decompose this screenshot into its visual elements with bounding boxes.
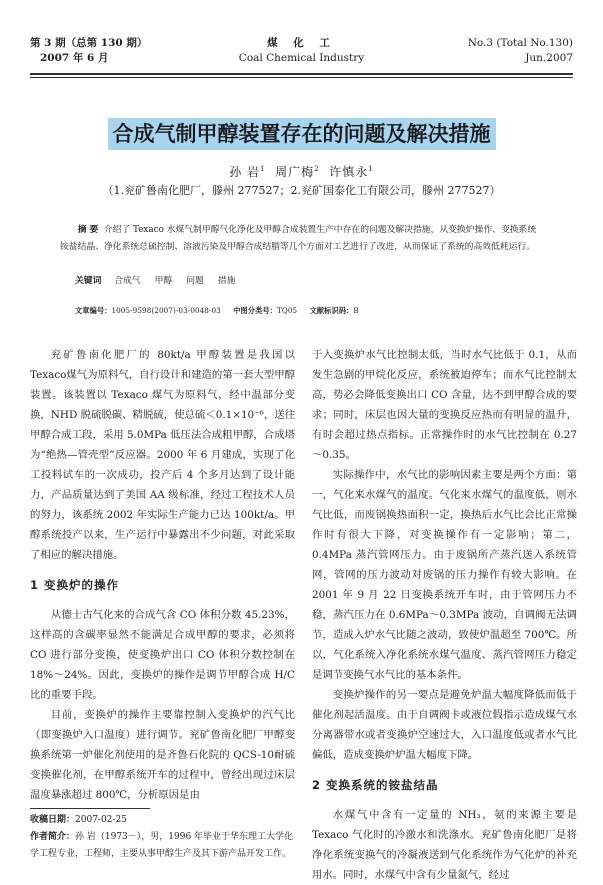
doc-code-label: 文献标识码：: [309, 306, 354, 315]
author-name: 孙 岩: [229, 165, 261, 179]
body-paragraph: 从德士古气化来的合成气含 CO 体积分数 45.23%，这样高的含碳率显然不能满足合成甲醇的要求，必须将 CO 进行部分变换，使变换炉出口 CO 体积分数控制在 18%～24%。因此，变换炉的操作是调节甲醇合成 H/C 比的重要手段。: [30, 609, 295, 701]
keyword: 问题: [186, 276, 204, 286]
footnote: [30, 812, 295, 863]
keyword: 甲醇: [154, 276, 173, 286]
affiliation: （1.兖矿鲁南化肥厂，滕州 277527；2.兖矿国泰化工有限公司，滕州 277527）: [102, 184, 501, 197]
body-paragraph: 兖矿鲁南化肥厂的 80kt/a 甲醇装置是我国以 Texaco煤气为原料气，自行设计和建造的第一套大型甲醇装置。该装置以 Texaco 煤气为原料气，经中温部分变换，NHD 脱硫脱碳、精脱硫，使总硫＜0.1×10⁻⁶，送往甲醇合成工段，采用 5.0MPa 低压法合成粗甲醇，合成塔为“绝热—管壳型”反应器。2000 年 6 月建成，实现了化工投料试车的一次成功，投产后 4 个多月达到了设计能力，产品质量达到了美国 AA 级标准，经过工程技术人员的努力，该系统 2002 年实际生产能力已达 100kt/a。甲醇系统投产以来，生产运行中暴露出不少问题，对此采取了相应的解决措施。: [30, 349, 295, 561]
date-en: Jun.2007: [525, 52, 573, 64]
author-affil-mark: 1: [368, 165, 374, 173]
body-paragraph: 于入变换炉水气比控制太低，当时水气比低于 0.1，从而发生急剧的甲烷化反应，系统被迫停车；而水气比控制太高，势必会降低变换出口 CO 含量，达不到甲醇合成的要求；同时，床层也因大量的变换反应热而有明显的温升，有时会超过热点指标。正常操作时的水气比控制在 0.27～0.35。: [312, 349, 577, 461]
issue-en: No.3 (Total No.130): [467, 37, 573, 49]
abstract: [60, 222, 543, 256]
received-value: 2007-02-25: [75, 815, 127, 825]
header-rule-thin: [30, 77, 573, 78]
keywords-label: 关键词: [75, 276, 102, 286]
author-list: [0, 163, 603, 180]
article-title-text: 合成气制甲醇装置存在的问题及解决措施: [108, 118, 496, 150]
article-title: [0, 118, 603, 148]
keyword: 措施: [217, 276, 236, 286]
class-no-label: 中图分类号：: [233, 306, 277, 315]
journal-name-en: Coal Chemical Industry: [238, 52, 365, 64]
author-affil-mark: 1: [260, 165, 266, 173]
received-label: 收稿日期：: [30, 815, 76, 825]
keywords: [75, 273, 249, 286]
article-no-label: 文章编号：: [75, 306, 112, 315]
right-column: [312, 345, 577, 881]
article-no: 1005-9598(2007)-03-0048-03: [111, 306, 221, 315]
journal-name-cn: 煤 化 工: [267, 37, 336, 49]
issue-cn: 第 3 期（总第 130 期）: [30, 37, 148, 49]
header-issue-en: [468, 36, 573, 66]
body-paragraph: 实际操作中，水气比的影响因素主要是两个方面：第一，气化来水煤气的温度。气化来水煤气的温度低，则水气比低，而废锅换热面积一定，换热后水气比会比正常操作时有很大下降，对变换操作有一定影响；第二，0.4MPa 蒸汽管网压力。由于废锅所产蒸汽送入系统管网，管网的压力波动对废锅的压力操作有较大影响。在 2001 年 9 月 22 日变换系统开车时，由于管网压力不稳，蒸汽压力在 0.6MPa～0.3MPa 波动，自调阀无法调节，造成入炉水气比随之波动，致使炉温超至 700℃。所以，气化系统入净化系统水煤气温度、蒸汽管网压力稳定是调节变换气水气比的基本条件。: [312, 469, 577, 681]
received-date: [30, 812, 295, 829]
author-name: 周广梅: [275, 165, 315, 179]
section-heading: 2 变换系统的铵盐结晶: [312, 778, 439, 792]
running-header: [30, 36, 573, 70]
author-affil-mark: 2: [314, 165, 320, 173]
abstract-text: 介绍了 Texaco 水煤气制甲醇气化净化及甲醇合成装置生产中存在的问题及解决措施，从变换炉操作、变换系统铵盐结晶、净化系统总硫控制、溶液污染及甲醇合成结腊等几个方面对工艺进行了改进，从而保证了系统的高效低耗运行。: [60, 225, 537, 252]
left-column: [30, 345, 295, 805]
author-name: 许慎永: [329, 165, 369, 179]
date-cn: 2007 年 6 月: [40, 52, 109, 64]
doc-code: B: [353, 306, 359, 315]
author-bio-text: 孙 岩（1973－），男，1996 年毕业于华东理工大学化学工程专业，工程师，主要从事甲醇生产及其下游产品开发工作。: [30, 832, 294, 859]
body-paragraph: 水煤气中含有一定量的 NH₃，氨的来源主要是 Texaco 气化时的冷激水和洗涤水。兖矿鲁南化肥厂是将净化系统变换气的冷凝液送到气化系统作为气化炉的补充用水。同时，水煤气中含有少量氮气，经过: [312, 809, 577, 881]
author-bio-label: 作者简介：: [30, 832, 76, 842]
body-paragraph: 变换炉操作的另一要点是避免炉温大幅度降低而低于催化剂起活温度。由于自调阀卡或液位假指示造成煤气水分离器带水或者变换炉空速过大，入口温度低或者水气比偏低，造成变换炉炉温大幅度下降。: [312, 689, 577, 761]
abstract-label: 摘 要: [77, 225, 99, 235]
keyword: 合成气: [114, 276, 141, 286]
body-paragraph: 目前，变换炉的操作主要靠控制入变换炉的汽气比（即变换炉入口温度）进行调节。兖矿鲁南化肥厂甲醇变换系统第一炉催化剂使用的是齐鲁石化院的 QCS-10耐硫变换催化剂，在甲醇系统开车的过程中，曾经出现过床层温度暴涨超过 800℃，分析原因是由: [30, 709, 295, 801]
article-meta: [75, 306, 369, 316]
header-rule-thick: [30, 73, 573, 75]
class-no: TQ05: [276, 306, 298, 315]
footnote-rule: [30, 808, 150, 809]
section-heading: 1 变换炉的操作: [30, 578, 120, 592]
author-bio: [30, 829, 295, 863]
